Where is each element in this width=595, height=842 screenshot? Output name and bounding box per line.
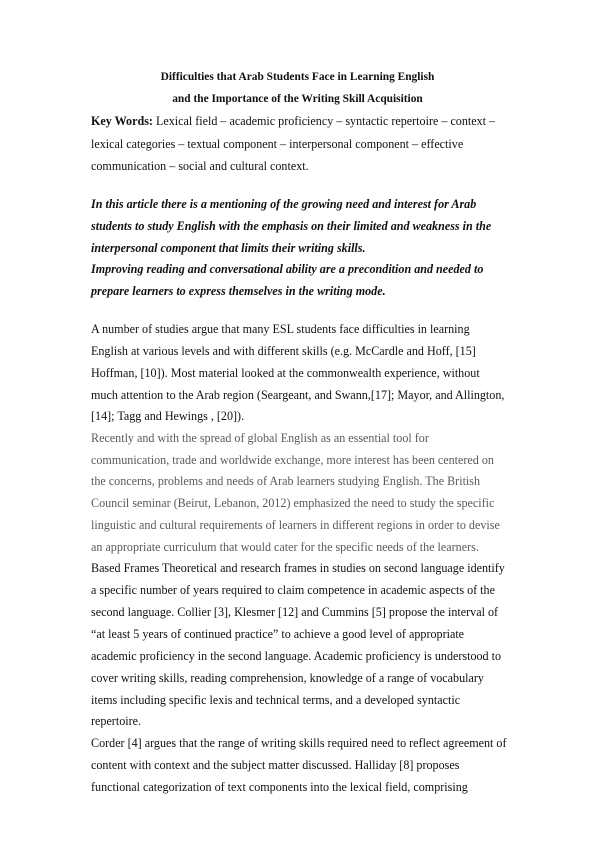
para3-line-3: second language. Collier [3], Klesmer [12] and Cummins [5] propose the interval of (91, 605, 499, 619)
para3-line-6: cover writing skills, reading comprehension, knowledge of a range of vocabulary (91, 671, 484, 685)
paper-title-line-2: and the Importance of the Writing Skill Acquisition (172, 93, 423, 105)
para1-line-4: much attention to the Arab region (Seargeant, and Swann,[17]; Mayor, and Allington, (91, 388, 505, 402)
para4-line-3: functional categorization of text components into the lexical field, comprising (91, 780, 468, 794)
para3-line-7: items including specific lexis and technical terms, and a developed syntactic (91, 693, 461, 707)
abstract-line-4: Improving reading and conversational ability are a precondition and needed to (91, 262, 484, 276)
para2-line-2: communication, trade and worldwide exchange, more interest has been centered on (91, 453, 494, 467)
para3-line-2: a specific number of years required to claim competence in academic aspects of the (91, 583, 495, 597)
para3-line-5: academic proficiency in the second language. Academic proficiency is understood to (91, 649, 502, 663)
para2-line-5: linguistic and cultural requirements of learners in different regions in order to devise (91, 518, 500, 532)
para3-line-1: Based Frames Theoretical and research frames in studies on second language identify (91, 561, 505, 575)
abstract-line-1: In this article there is a mentioning of the growing need and interest for Arab (91, 197, 477, 211)
para2-line-1: Recently and with the spread of global English as an essential tool for (91, 431, 429, 445)
para4-line-2: content with context and the subject matter discussed. Halliday [8] proposes (91, 758, 460, 772)
para4-line-1: Corder [4] argues that the range of writing skills required need to reflect agreement of (91, 736, 507, 750)
para3-line-8: repertoire. (91, 714, 142, 728)
keywords-label: Key Words: (91, 114, 153, 128)
abstract-line-3: interpersonal component that limits their writing skills. (91, 241, 366, 255)
keywords-line-2: lexical categories – textual component – interpersonal component – effective (91, 137, 464, 151)
para2-line-6: an appropriate curriculum that would cater for the specific needs of the learners. (91, 540, 479, 554)
keywords-line-3: communication – social and cultural context. (91, 159, 309, 173)
paper-title-line-1: Difficulties that Arab Students Face in Learning English (160, 71, 435, 83)
para3-line-4: “at least 5 years of continued practice” to achieve a good level of appropriate (91, 627, 465, 641)
abstract-line-2: students to study English with the emphasis on their limited and weakness in the (91, 219, 492, 233)
keywords-line-1 (91, 114, 495, 129)
para2-line-4: Council seminar (Beirut, Lebanon, 2012) emphasized the need to study the specific (91, 496, 495, 510)
para1-line-1: A number of studies argue that many ESL students face difficulties in learning (91, 322, 470, 336)
keywords-text: Lexical field – academic proficiency – syntactic repertoire – context – (155, 114, 496, 128)
para1-line-2: English at various levels and with different skills (e.g. McCardle and Hoff, [15] (91, 344, 476, 358)
abstract-line-5: prepare learners to express themselves in the writing mode. (91, 284, 386, 298)
para1-line-5: [14]; Tagg and Hewings , [20]). (91, 409, 245, 423)
para2-line-3: the concerns, problems and needs of Arab learners studying English. The British (91, 474, 481, 488)
para1-line-3: Hoffman, [10]). Most material looked at the commonwealth experience, without (91, 366, 480, 380)
